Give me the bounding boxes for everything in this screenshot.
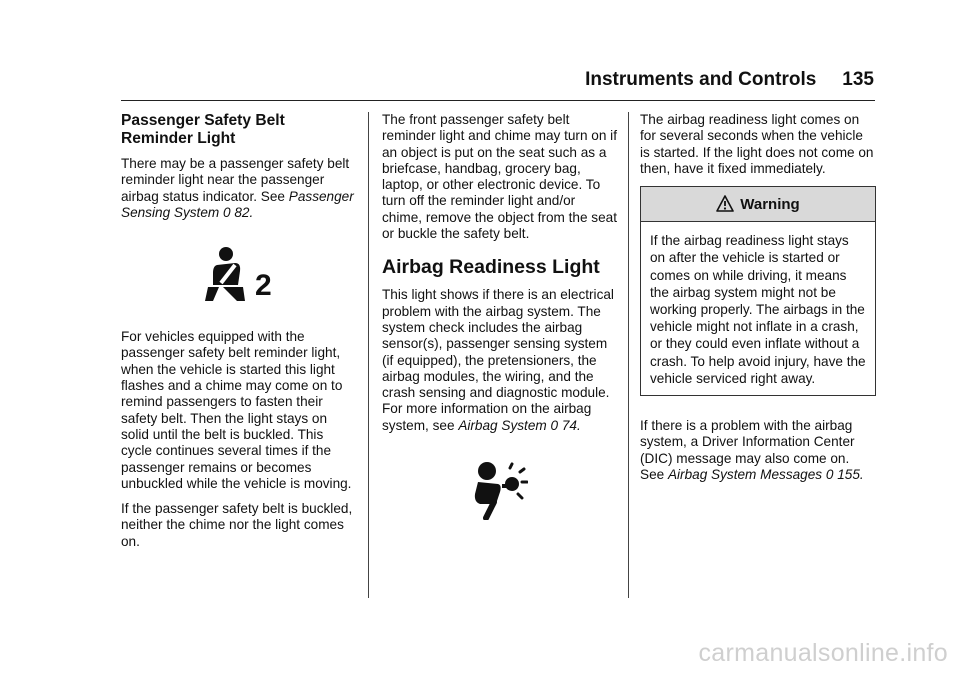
column-2 <box>382 112 618 520</box>
warning-text: If the airbag readiness light stays on after the vehicle is started or comes on while driving, it means the airbag system might not be working properly. The airbags in the vehicle might not inflate in a crash, or they could even inflate without a crash. To help avoid injury, have the vehicle serviced right away. <box>650 233 866 386</box>
cross-reference-link[interactable]: Airbag System Messages <box>667 466 823 482</box>
header-rule <box>121 100 875 101</box>
paragraph: For vehicles equipped with the passenger safety belt reminder light, when the vehicle is started this light flashes and a chime may come on to remind passengers to fasten their safety belt. Then the light stays on solid until the belt is buckled. This cycle continues several times if the passenger remains or becomes unbuckled while the vehicle is moving. <box>121 329 352 491</box>
column-divider <box>628 112 629 598</box>
paragraph: If there is a problem with the airbag system, a Driver Information Center (DIC) message may also come on. See Airbag System Messages 0 155. <box>640 418 864 482</box>
seatbelt-reminder-icon <box>121 243 357 305</box>
warning-icon <box>716 195 734 213</box>
paragraph: There may be a passenger safety belt reminder light near the passenger airbag status indicator. See Passenger Sensing System 0 82. <box>121 156 354 220</box>
warning-header <box>641 187 875 222</box>
warning-title: Warning <box>740 195 800 213</box>
section-heading-belt-reminder: Passenger Safety Belt Reminder Light <box>121 112 285 147</box>
page-header <box>585 69 874 91</box>
warning-box <box>640 186 876 396</box>
paragraph: This light shows if there is an electrical problem with the airbag system. The system check includes the airbag sensor(s), passenger sensing system (if equipped), the pretensioners, the airbag modules, the wiring, and the crash sensing and diagnostic module. For more information on the airbag system, see Airbag System 0 74. <box>382 287 614 433</box>
paragraph: The airbag readiness light comes on for several seconds when the vehicle is started. If the light does not come on then, have it fixed immediately. <box>640 112 874 176</box>
watermark: carmanualsonline.info <box>698 639 948 667</box>
cross-reference-link[interactable]: Airbag System <box>458 417 547 433</box>
paragraph: If the passenger safety belt is buckled, neither the chime nor the light comes on. <box>121 501 353 549</box>
section-title: Instruments and Controls <box>585 69 817 90</box>
column-3 <box>640 112 876 492</box>
cross-reference-link[interactable]: Passenger Sensing System <box>121 188 354 220</box>
column-1 <box>121 112 357 559</box>
column-divider <box>368 112 369 598</box>
airbag-readiness-icon <box>382 460 618 520</box>
paragraph: The front passenger safety belt reminder light and chime may turn on if an object is put on the seat such as a briefcase, handbag, grocery bag, laptop, or other electronic device. To turn off the reminder light and/or chime, remove the object from the seat or buckle the safety belt. <box>382 112 617 242</box>
page-number: 135 <box>842 69 874 90</box>
icon-digit: 2 <box>255 269 272 303</box>
section-heading-airbag-readiness: Airbag Readiness Light <box>382 256 600 279</box>
